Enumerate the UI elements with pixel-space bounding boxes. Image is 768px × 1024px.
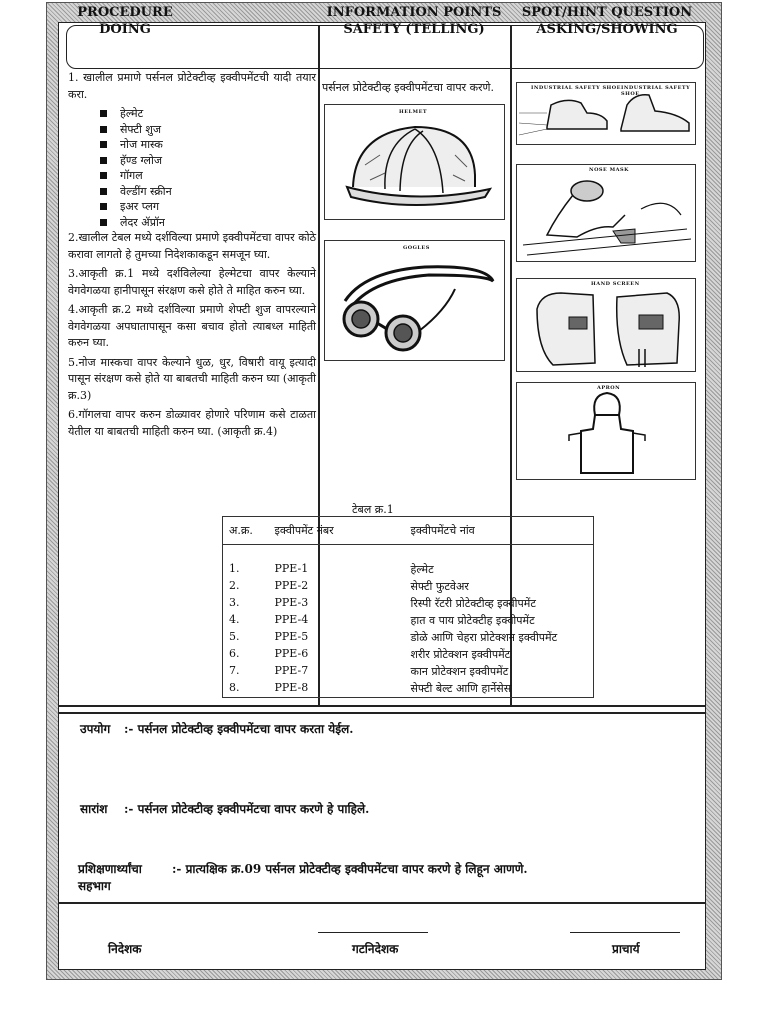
header-info-line1: INFORMATION POINTS <box>326 5 502 20</box>
table-cell: 4. <box>229 612 240 626</box>
apron-icon <box>517 383 697 481</box>
table-row <box>223 596 594 613</box>
table-header-cell: इक्वीपमेंटचे नांव <box>405 517 594 545</box>
signature-group-instructor: गटनिदेशक <box>352 942 399 956</box>
table-cell: 6. <box>229 646 240 660</box>
table-cell: PPE-7 <box>274 663 309 677</box>
procedure-step-1: 1. खालील प्रमाणे पर्सनल प्रोटेक्टीव्ह इक्वीपमेंटची यादी तयार करा. <box>68 71 316 101</box>
table-row <box>223 613 594 630</box>
table-cell: PPE-8 <box>274 680 309 694</box>
procedure-column <box>68 70 316 443</box>
table-cell: 8. <box>229 680 240 694</box>
table-cell: PPE-5 <box>274 629 309 643</box>
header-info-line2: SAFETY (TELLING) <box>343 22 485 37</box>
list-item: लेदर ॲप्रॉन <box>100 215 316 231</box>
table-cell: PPE-3 <box>274 595 309 609</box>
table-row <box>223 630 594 647</box>
ppe-table <box>222 516 594 698</box>
participation-text: :- प्रात्यक्षिक क्र.09 पर्सनल प्रोटेक्टीव्ह इक्वीपमेंटचा वापर करणे हे लिहून आणणे. <box>172 862 528 876</box>
table-cell: 3. <box>229 595 240 609</box>
table-cell: 1. <box>229 561 240 575</box>
list-item: हेल्मेट <box>100 106 316 122</box>
table-cell: सेफ्टी फुटवेअर <box>410 579 469 593</box>
summary-text: :- पर्सनल प्रोटेक्टीव्ह इक्वीपमेंटचा वापर करणे हे पाहिले. <box>124 802 370 816</box>
mask-caption: NOSE MASK <box>589 167 629 173</box>
table-cell: PPE-6 <box>274 646 309 660</box>
table-row <box>223 681 594 698</box>
section-divider-top <box>58 705 706 707</box>
procedure-step-3: 3.आकृती क्र.1 मध्ये दर्शविलेल्या हेल्मेटचा वापर केल्याने वेगवेगळया हानीपासून संरक्षण कसे होते ते माहित करुन घ्या. <box>68 267 316 297</box>
table-caption: टेबल क्र.1 <box>352 503 394 516</box>
table-row <box>223 562 594 579</box>
table-header-cell: इक्वीपमेंट नंबर <box>269 517 405 545</box>
header-procedure-line1: PROCEDURE <box>77 5 173 20</box>
table-cell: हात व पाय प्रोटेक्टीह इक्वीपमेंट <box>410 613 535 627</box>
summary-label: सारांश <box>80 802 108 816</box>
helmet-figure <box>324 104 505 220</box>
table-cell: सेफ्टी बेल्ट आणि हार्नेसेस <box>410 681 512 695</box>
table-cell: 7. <box>229 663 240 677</box>
signature-line-2 <box>318 932 428 933</box>
goggles-figure <box>324 240 505 361</box>
header-spot-line1: SPOT/HINT QUESTION <box>521 5 693 20</box>
section-divider-bottom <box>58 902 706 904</box>
header-spot-hint <box>512 4 702 38</box>
table-cell: PPE-1 <box>274 561 309 575</box>
table-row <box>223 664 594 681</box>
table-cell: रिस्पी रॅटरी प्रोटेक्टीव्ह इक्वीपमेंट <box>410 596 536 610</box>
procedure-step-6: 6.गॉगलचा वापर करुन डोळ्यावर होणारे परिणाम कसे टाळता येतील या बाबतची माहिती करुन घ्या. (आकृती क्र.4) <box>68 408 316 438</box>
list-item: हॅण्ड ग्लोज <box>100 153 316 169</box>
nose-mask-figure <box>516 164 696 262</box>
table-cell: PPE-2 <box>274 578 309 592</box>
shoe-caption-left: INDUSTRIAL SAFETY SHOE <box>531 85 621 91</box>
screen-caption: HAND SCREEN <box>591 281 640 287</box>
signature-line-3 <box>570 932 680 933</box>
apron-caption: APRON <box>597 385 621 391</box>
table-cell: कान प्रोटेक्शन इक्वीपमेंट <box>410 664 509 678</box>
procedure-step-5: 5.नोज मास्कचा वापर केल्याने धुळ, धुर, विषारी वायू इत्यादी पासून संरक्षण कसे होते या बाबतची माहिती करुन घ्या (आकृती क्र.3) <box>68 355 316 402</box>
table-row <box>223 579 594 596</box>
shoe-caption-right: INDUSTRIAL SAFETY SHOE <box>621 85 691 97</box>
table-header-cell: अ.क्र. <box>223 517 269 545</box>
goggles-icon <box>325 241 506 362</box>
usage-text: :- पर्सनल प्रोटेक्टीव्ह इक्वीपमेंटचा वापर करता येईल. <box>124 722 354 736</box>
apron-figure <box>516 382 696 480</box>
list-item: सेफ्टी शुज <box>100 122 316 138</box>
table-cell: शरीर प्रोटेक्शन इक्वीपमेंट <box>410 647 511 661</box>
header-spot-line2: ASKING/SHOWING <box>536 22 678 37</box>
signature-instructor: निदेशक <box>108 942 142 956</box>
procedure-step-2: 2.खालील टेबल मध्ये दर्शविल्या प्रमाणे इक्वीपमेंटचा वापर कोठे करावा लागतो हे तुमच्या निदेशकाकडून समजून घ्या. <box>68 231 316 261</box>
section-divider-top-2 <box>58 712 706 714</box>
helmet-caption: HELMET <box>399 109 428 115</box>
list-item: इअर प्लग <box>100 199 316 215</box>
signature-principal: प्राचार्य <box>612 942 640 956</box>
participation-label-2: सहभाग <box>78 879 111 893</box>
participation-label: प्रशिक्षणार्थ्यांचा <box>78 862 142 876</box>
table-cell: PPE-4 <box>274 612 309 626</box>
table-cell: डोळे आणि चेहरा प्रोटेक्शन इक्वीपमेंट <box>410 630 558 644</box>
info-title: पर्सनल प्रोटेक्टीव्ह इक्वीपमेंटचा वापर करणे. <box>322 81 494 94</box>
safety-shoe-figure <box>516 82 696 145</box>
table-cell: 2. <box>229 578 240 592</box>
list-item: गॉगल <box>100 168 316 184</box>
list-item: वेल्डींग स्क्रीन <box>100 184 316 200</box>
header-procedure <box>70 4 180 38</box>
nose-mask-icon <box>517 165 697 263</box>
table-cell: हेल्मेट <box>410 562 434 576</box>
table-row <box>223 647 594 664</box>
ppe-list <box>100 106 316 230</box>
header-information <box>320 4 508 38</box>
list-item: नोज मास्क <box>100 137 316 153</box>
table-header-row <box>223 517 594 545</box>
usage-label: उपयोग <box>80 722 111 736</box>
table-cell: 5. <box>229 629 240 643</box>
header-procedure-line2: DOING <box>99 22 151 37</box>
welding-screen-icon <box>517 279 697 373</box>
helmet-icon <box>325 105 506 221</box>
procedure-step-4: 4.आकृती क्र.2 मध्ये दर्शविल्या प्रमाणे शेफ्टी शुज वापरल्याने वेगवेगळया अपघातापासून कसा बचाव होतो त्याबध्ल माहिती करुन घ्या. <box>68 303 316 349</box>
hand-screen-figure <box>516 278 696 372</box>
goggles-caption: GOGLES <box>403 245 430 251</box>
